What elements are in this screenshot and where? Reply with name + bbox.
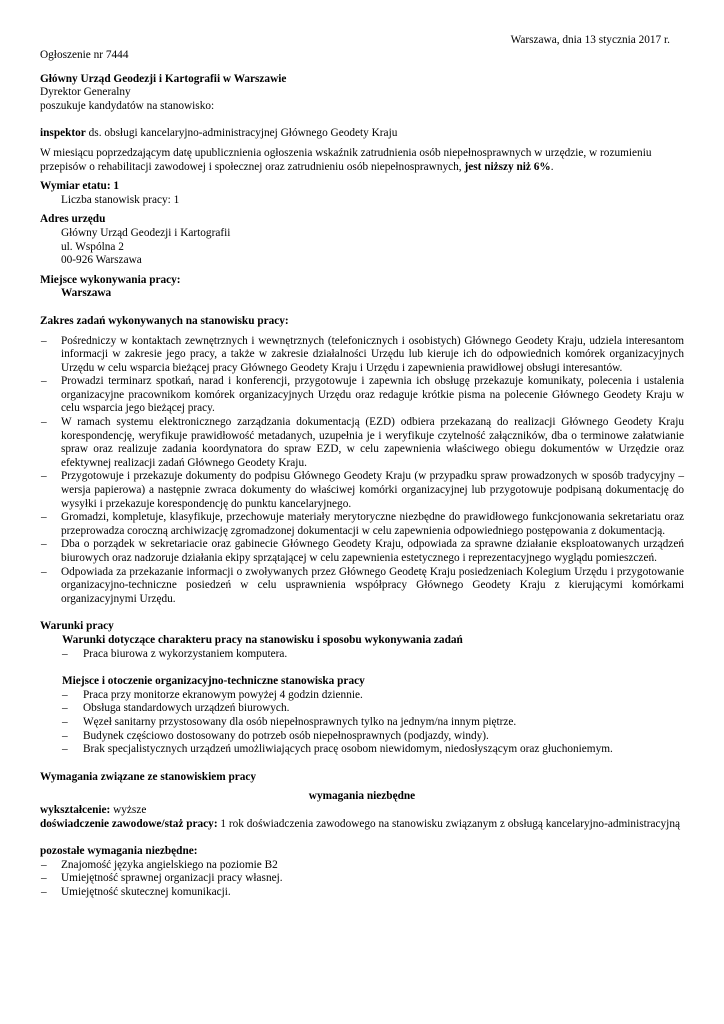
job-announcement [40, 34, 684, 899]
other-requirements-list [40, 859, 684, 900]
experience-line [40, 818, 684, 832]
condition-item: – Praca przy monitorze ekranowym powyżej 4 godzin dziennie. [40, 689, 684, 703]
conditions-sub1-heading: Warunki dotyczące charakteru pracy na stanowisku i sposobu wykonywania zadań [62, 633, 463, 646]
positions-count: Liczba stanowisk pracy: 1 [61, 193, 180, 206]
experience-value: 1 rok doświadczenia zawodowego na stanowisku związanym z obsługą kancelaryjno-administracyjną [217, 817, 680, 830]
condition-item: – Brak specjalistycznych urządzeń umożliwiających pracę osobom niewidomym, niedosłyszącym oraz głuchoniemym. [40, 743, 684, 757]
employment-heading: Wymiar etatu: 1 [40, 180, 120, 193]
education-line [40, 804, 684, 818]
condition-item: – Budynek częściowo dostosowany do potrzeb osób niepełnosprawnych (podjazdy, windy). [40, 730, 684, 744]
disability-note-text: W miesiącu poprzedzającym datę upublicznienia ogłoszenia wskaźnik zatrudnienia osób niepełnosprawnych w urzędzie, w rozumieniu przepisów o rehabilitacji zawodowej i społecznej oraz zatrudnieniu osób niepełnosprawnych, [40, 146, 652, 173]
workplace-city: Warszawa [61, 287, 112, 300]
condition-item: – Węzeł sanitarny przystosowany dla osób niepełnosprawnych tylko na jednym/na innym piętrze. [40, 716, 684, 730]
condition-item: – Praca biurowa z wykorzystaniem komputera. [40, 648, 684, 662]
disability-note-bold: jest niższy niż 6% [464, 160, 551, 173]
address-heading: Adres urzędu [40, 213, 106, 226]
duty-item: – Dba o porządek w sekretariacie oraz gabinecie Głównego Geodety Kraju, odpowiada za sprawne działanie eksploatowanych urządzeń biurowych oraz nadzoruje działania ekipy sprzątającej w celu zapewnienia estetycznego i reprezentacyjnego wyglądu pomieszczeń. [40, 538, 684, 565]
workplace-heading: Miejsce wykonywania pracy: [40, 273, 181, 286]
seeking-line: poszukuje kandydatów na stanowisko: [40, 99, 215, 112]
conditions-sub2-heading: Miejsce i otoczenie organizacyjno-techniczne stanowiska pracy [62, 675, 365, 688]
condition-item: – Obsługa standardowych urządzeń biurowych. [40, 702, 684, 716]
conditions-sub1-list [40, 648, 684, 662]
education-value: wyższe [110, 803, 147, 816]
requirement-item: – Znajomość języka angielskiego na poziomie B2 [40, 859, 684, 873]
position-title [40, 127, 684, 141]
education-label: wykształcenie: [40, 803, 111, 816]
duty-item: – Przygotowuje i przekazuje dokumenty do podpisu Głównego Geodety Kraju (w przypadku spraw prowadzonych w sposób tradycyjny – wersja papierowa) a następnie zwraca dokumenty do właściwej komórki organizacyjnej lub przygotowuje podpisaną dokumentację do wysyłki i przekazuje korespondencję do punktu kancelaryjnego. [40, 470, 684, 511]
other-requirements-heading: pozostałe wymagania niezbędne: [40, 845, 198, 858]
duty-item: – Odpowiada za przekazanie informacji o zwoływanych przez Głównego Geodetę Kraju posiedzeniach Kolegium Urzędu i przygotowanie organizacyjno-techniczne posiedzeń w celu usprawnienia współpracy Głównego Geodety Kraju z kierującymi komórkami organizacyjnymi Urzędu. [40, 566, 684, 607]
disability-note [40, 147, 684, 174]
position-title-bold: inspektor [40, 127, 86, 140]
director-line: Dyrektor Generalny [40, 86, 131, 99]
required-heading: wymagania niezbędne [308, 790, 416, 803]
requirement-item: – Umiejętność skutecznej komunikacji. [40, 886, 684, 900]
date-line: Warszawa, dnia 13 stycznia 2017 r. [510, 34, 670, 46]
duty-item: – W ramach systemu elektronicznego zarządzania dokumentacją (EZD) odbiera przekazaną do realizacji Głównego Geodety Kraju korespondencję, weryfikuje prawidłowość metadanych, uzupełnia je i weryfikuje czytelność załączników, dba o terminowe załatwianie spraw oraz realizuje zadania koordynatora do spraw EZD, w celu zapewnienia właściwego obiegu dokumentów w Urzędzie oraz efektywnej realizacji zadań Głównego Geodety Kraju. [40, 416, 684, 470]
requirements-heading: Wymagania związane ze stanowiskiem pracy [40, 770, 257, 783]
duties-heading: Zakres zadań wykonywanych na stanowisku pracy: [40, 314, 289, 327]
duty-item: – Pośredniczy w kontaktach zewnętrznych i wewnętrznych (telefonicznych i osobistych) Głównego Geodety Kraju, udziela interesantom informacji w zakresie jego pracy, a także w zakresie działalności Urzędu lub kieruje ich do odpowiednich komórek organizacyjnych Urzędu w celu wsparcia bieżącej pracy Głównego Geodety Kraju i Urzędu i zapewnienia prawidłowej obsługi interesantów. [40, 335, 684, 376]
position-title-rest: ds. obsługi kancelaryjno-administracyjnej Głównego Geodety Kraju [85, 127, 398, 140]
conditions-heading: Warunki pracy [40, 620, 114, 633]
requirement-item: – Umiejętność sprawnej organizacji pracy własnej. [40, 872, 684, 886]
address-line: Główny Urząd Geodezji i Kartografii [61, 226, 231, 239]
announcement-number: Ogłoszenie nr 7444 [40, 49, 129, 61]
disability-note-period: . [550, 160, 554, 173]
experience-label: doświadczenie zawodowe/staż pracy: [40, 817, 218, 830]
address-line: ul. Wspólna 2 [61, 240, 124, 253]
duties-list [40, 335, 684, 607]
address-line: 00-926 Warszawa [61, 254, 142, 267]
office-name: Główny Urząd Geodezji i Kartografii w Warszawie [40, 72, 287, 85]
duty-item: – Gromadzi, kompletuje, klasyfikuje, przechowuje materiały merytoryczne niezbędne do prawidłowego funkcjonowania sekretariatu oraz przeprowadza coroczną archiwizację zgromadzonej dokumentacji w celu zapewnienia odpowiedniego postępowania z dokumentacją. [40, 511, 684, 538]
conditions-sub2-list [40, 689, 684, 757]
duty-item: – Prowadzi terminarz spotkań, narad i konferencji, przygotowuje i zapewnia ich obsługę przekazuje komunikaty, polecenia i ustalenia organizacyjne pracownikom komórek organizacyjnych Urzędu oraz redaguje krótkie pisma na polecenie Głównego Geodety Kraju w celu wsparcia jego bieżącej pracy. [40, 375, 684, 416]
